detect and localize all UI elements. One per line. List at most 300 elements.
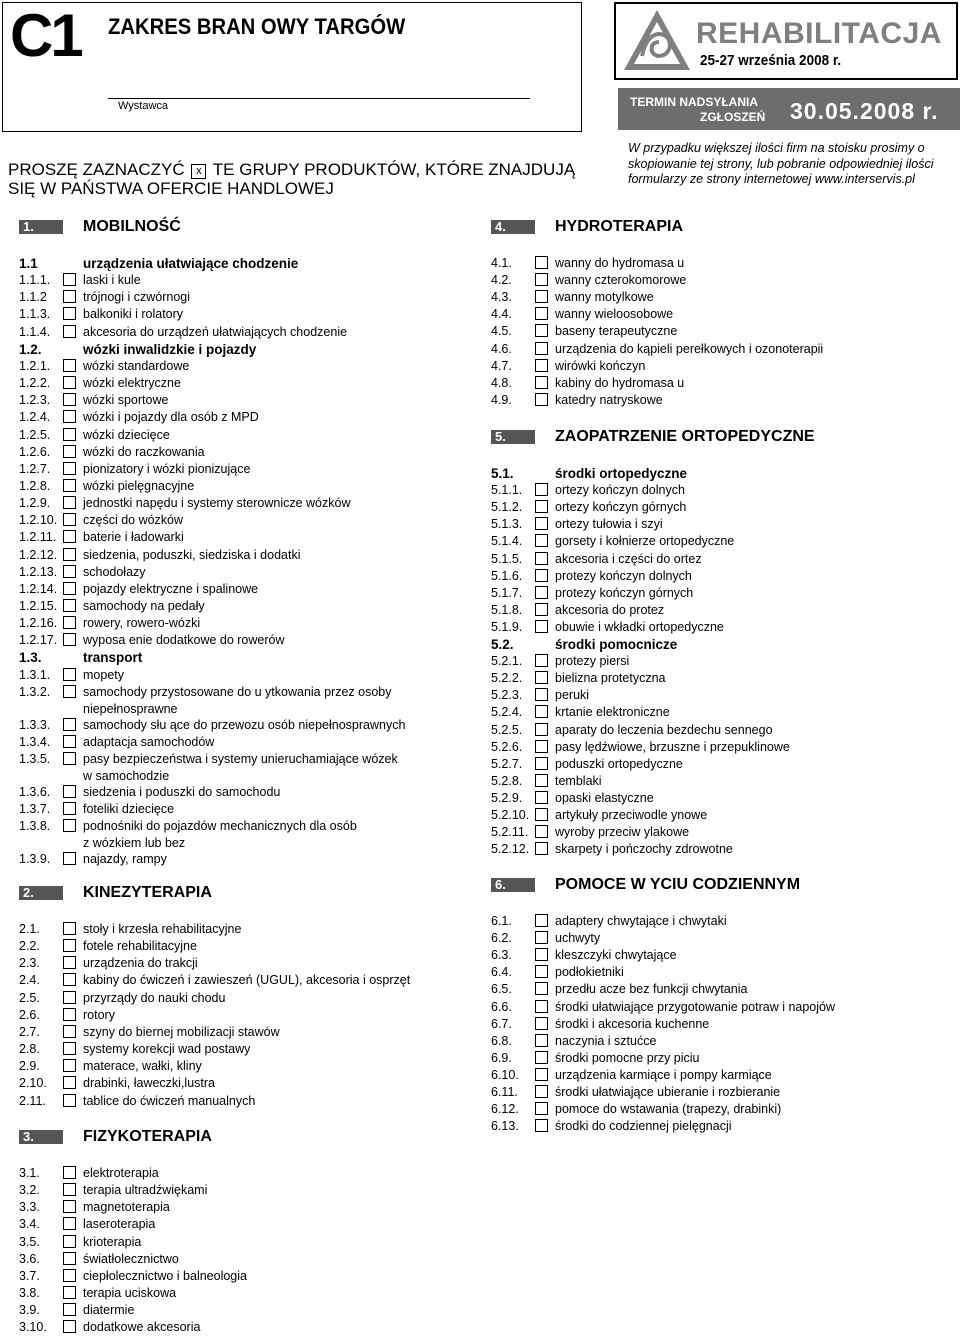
item-number: 5.2.7. [491, 756, 523, 771]
section-title: MOBILNOŚĆ [83, 218, 181, 235]
item-checkbox[interactable] [63, 1252, 76, 1265]
item-checkbox[interactable] [535, 757, 548, 770]
section-number-box: 1. [19, 220, 63, 234]
item-checkbox[interactable] [535, 273, 548, 286]
item-number: 1.2.7. [19, 461, 51, 476]
item-number: 5.1.1. [491, 483, 523, 498]
product-item[interactable] [19, 581, 459, 598]
item-number: 5.2. [491, 637, 514, 652]
product-item[interactable] [491, 516, 931, 533]
item-checkbox[interactable] [535, 393, 548, 406]
product-item[interactable] [19, 1182, 459, 1199]
item-checkbox[interactable] [535, 1051, 548, 1064]
item-checkbox[interactable] [63, 273, 76, 286]
item-number: 1.2. [19, 341, 42, 357]
item-number: 1.2.1. [19, 358, 51, 373]
item-label: wózki standardowe [83, 358, 190, 373]
item-checkbox[interactable] [535, 534, 548, 547]
item-checkbox[interactable] [535, 705, 548, 718]
form-code: C1 [10, 2, 81, 69]
item-checkbox[interactable] [63, 819, 76, 832]
item-checkbox[interactable] [63, 548, 76, 561]
product-item[interactable] [491, 670, 931, 687]
product-item[interactable] [491, 585, 931, 602]
item-label: katedry natryskowe [555, 392, 663, 407]
item-checkbox[interactable] [63, 325, 76, 338]
item-checkbox[interactable] [535, 342, 548, 355]
item-label: trójnogi i czwórnogi [83, 290, 190, 305]
item-label: tablice do ćwiczeń manualnych [83, 1093, 256, 1108]
item-number: 1.2.12. [19, 547, 58, 562]
product-item[interactable] [19, 667, 459, 684]
product-item[interactable] [19, 529, 459, 546]
product-item[interactable] [491, 807, 931, 824]
item-checkbox[interactable] [63, 785, 76, 798]
item-label: artykuły przeciwodle ynowe [555, 808, 708, 822]
item-checkbox[interactable] [535, 1119, 548, 1132]
item-checkbox[interactable] [63, 479, 76, 492]
item-number: 3.2. [19, 1183, 40, 1198]
deadline-label-line2: ZGŁOSZEŃ [700, 110, 766, 124]
item-number: 2.2. [19, 939, 40, 954]
product-item[interactable] [19, 564, 459, 581]
item-checkbox[interactable] [535, 1034, 548, 1047]
item-checkbox[interactable] [63, 1059, 76, 1072]
product-item[interactable] [19, 272, 459, 289]
item-number: 5.1.9. [491, 619, 523, 634]
product-item[interactable] [491, 358, 931, 375]
product-item[interactable] [19, 990, 459, 1007]
item-checkbox[interactable] [63, 410, 76, 423]
product-item[interactable] [19, 461, 459, 478]
item-number: 1.2.14. [19, 581, 58, 596]
product-item[interactable] [491, 1101, 931, 1118]
item-label: transport [83, 650, 143, 666]
item-number: 1.3. [19, 650, 42, 666]
section-number-box: 2. [19, 886, 63, 900]
item-number: 3.3. [19, 1200, 40, 1215]
item-checkbox[interactable] [63, 1008, 76, 1021]
item-label: baseny terapeutyczne [555, 324, 678, 339]
item-checkbox[interactable] [535, 620, 548, 633]
product-item[interactable] [19, 1041, 459, 1058]
item-number: 1.2.11. [19, 530, 57, 545]
item-checkbox[interactable] [535, 1000, 548, 1013]
product-item[interactable] [19, 478, 459, 495]
product-item[interactable] [19, 324, 459, 341]
item-label: temblaki [555, 773, 602, 788]
product-item[interactable] [19, 1285, 459, 1302]
item-number: 3.9. [19, 1303, 40, 1318]
item-label: elektroterapia [83, 1166, 159, 1180]
item-label: peruki [555, 688, 590, 703]
item-label: terapia ultradźwiękami [83, 1183, 208, 1198]
product-item[interactable] [491, 964, 931, 981]
item-checkbox[interactable] [63, 633, 76, 646]
item-checkbox[interactable] [535, 517, 548, 530]
item-checkbox[interactable] [63, 1166, 76, 1179]
item-checkbox[interactable] [535, 1085, 548, 1098]
product-item[interactable] [491, 289, 931, 306]
item-checkbox[interactable] [535, 808, 548, 821]
item-number: 2.5. [19, 990, 40, 1005]
product-item[interactable] [19, 1165, 459, 1182]
product-item[interactable] [491, 930, 931, 947]
deadline-label-line1: TERMIN NADSYŁANIA [630, 95, 758, 109]
item-checkbox[interactable] [63, 668, 76, 681]
item-checkbox[interactable] [535, 569, 548, 582]
item-checkbox[interactable] [63, 752, 76, 765]
product-item[interactable] [491, 306, 931, 323]
item-label: urządzenia do kąpieli perełkowych i ozonoterapii [555, 341, 824, 356]
item-label: wanny motylkowe [555, 290, 654, 305]
product-item[interactable] [19, 972, 459, 989]
product-item[interactable] [491, 739, 931, 756]
item-checkbox[interactable] [63, 359, 76, 372]
item-number: 5.2.3. [491, 688, 523, 703]
product-item[interactable] [19, 1319, 459, 1336]
product-item[interactable] [19, 306, 459, 323]
item-checkbox[interactable] [63, 685, 76, 698]
item-checkbox[interactable] [535, 290, 548, 303]
item-label: podnośniki do pojazdów mechanicznych dla osób [83, 818, 357, 833]
product-item[interactable] [491, 913, 931, 930]
product-item[interactable] [19, 851, 459, 868]
item-label: kabiny do ćwiczeń i zawieszeń (UGUL), akcesoria i osprzęt [83, 973, 411, 988]
item-checkbox[interactable] [535, 1102, 548, 1115]
item-checkbox[interactable] [63, 565, 76, 578]
item-label: pomoce do wstawania (trapezy, drabinki) [555, 1102, 782, 1117]
item-checkbox[interactable] [63, 376, 76, 389]
product-item[interactable] [491, 1118, 931, 1135]
item-label: protezy kończyn górnych [555, 585, 694, 600]
item-checkbox[interactable] [63, 393, 76, 406]
item-checkbox[interactable] [535, 914, 548, 927]
item-number: 5.2.12. [491, 842, 530, 857]
item-label: kabiny do hydromasa u [555, 375, 685, 390]
product-item[interactable] [19, 684, 459, 701]
item-label: mopety [83, 667, 124, 682]
product-item[interactable] [491, 1067, 931, 1084]
item-checkbox[interactable] [63, 513, 76, 526]
item-label: ortezy kończyn górnych [555, 500, 687, 515]
item-checkbox[interactable] [63, 599, 76, 612]
product-item[interactable] [19, 547, 459, 564]
item-checkbox[interactable] [535, 552, 548, 565]
item-checkbox[interactable] [535, 931, 548, 944]
item-label: samochody przystosowane do u ytkowania przez osoby [83, 684, 392, 699]
product-item[interactable] [19, 1216, 459, 1233]
product-item[interactable] [19, 392, 459, 409]
item-checkbox[interactable] [63, 290, 76, 303]
item-checkbox[interactable] [63, 802, 76, 815]
item-label: części do wózków [83, 513, 184, 528]
item-checkbox[interactable] [63, 1269, 76, 1282]
item-number: 1.3.6. [19, 784, 51, 799]
product-item[interactable] [491, 1050, 931, 1067]
item-checkbox[interactable] [535, 948, 548, 961]
product-item[interactable] [491, 255, 931, 272]
product-item[interactable] [491, 323, 931, 340]
product-item[interactable] [19, 495, 459, 512]
product-item[interactable] [19, 818, 459, 835]
product-item[interactable] [19, 512, 459, 529]
product-item[interactable] [491, 653, 931, 670]
item-label: urządzenia karmiące i pompy karmiące [555, 1067, 772, 1082]
product-item[interactable] [19, 444, 459, 461]
product-item[interactable] [491, 602, 931, 619]
product-item[interactable] [19, 784, 459, 801]
item-checkbox[interactable] [535, 376, 548, 389]
item-checkbox[interactable] [63, 1303, 76, 1316]
product-item[interactable] [19, 409, 459, 426]
item-label-continuation: z wózkiem lub bez [83, 836, 186, 851]
item-checkbox[interactable] [63, 428, 76, 441]
item-number: 1.1.3. [19, 307, 51, 322]
product-item[interactable] [491, 1033, 931, 1050]
item-label: systemy korekcji wad postawy [83, 1042, 251, 1057]
item-number: 4.1. [491, 256, 512, 270]
product-item[interactable] [19, 801, 459, 818]
item-checkbox[interactable] [535, 359, 548, 372]
product-item[interactable] [491, 722, 931, 739]
section-title: KINEZYTERAPIA [83, 884, 212, 901]
item-checkbox[interactable] [63, 922, 76, 935]
product-item[interactable] [19, 1093, 459, 1110]
item-checkbox[interactable] [535, 500, 548, 513]
product-item[interactable] [19, 615, 459, 632]
product-item[interactable] [491, 341, 931, 358]
item-checkbox[interactable] [535, 723, 548, 736]
product-item[interactable] [19, 375, 459, 392]
section-number-box: 6. [491, 878, 535, 892]
item-label: wirówki kończyn [555, 358, 646, 373]
item-number: 3.7. [19, 1268, 40, 1283]
item-checkbox[interactable] [63, 939, 76, 952]
item-label: wózki elektryczne [83, 376, 181, 391]
item-number: 1.2.17. [19, 633, 58, 648]
product-item[interactable] [491, 533, 931, 550]
item-number: 2.1. [19, 922, 40, 936]
item-label: drabinki, ławeczki,lustra [83, 1076, 215, 1091]
item-checkbox[interactable] [63, 445, 76, 458]
item-label: siedzenia, poduszki, siedziska i dodatki [83, 547, 301, 562]
item-checkbox[interactable] [535, 483, 548, 496]
item-number: 1.2.15. [19, 599, 58, 613]
product-item[interactable] [19, 427, 459, 444]
item-checkbox[interactable] [63, 1200, 76, 1213]
item-checkbox[interactable] [535, 982, 548, 995]
item-label: stoły i krzesła rehabilitacyjne [83, 922, 242, 936]
item-checkbox[interactable] [63, 718, 76, 731]
item-label: środki pomocne przy piciu [555, 1050, 700, 1065]
item-checkbox[interactable] [535, 774, 548, 787]
item-number: 6.11. [491, 1085, 518, 1099]
product-item[interactable] [491, 392, 931, 409]
product-item[interactable] [19, 938, 459, 955]
item-number: 5.2.10. [491, 808, 530, 822]
item-checkbox[interactable] [63, 1320, 76, 1333]
product-item[interactable] [19, 734, 459, 751]
instruction-part2: TE GRUPY PRODUKTÓW, KTÓRE ZNAJDUJĄ [212, 160, 576, 179]
item-checkbox[interactable] [535, 586, 548, 599]
item-number: 6.9. [491, 1050, 512, 1065]
deadline-date: 30.05.2008 r. [790, 98, 939, 124]
item-checkbox[interactable] [535, 791, 548, 804]
item-number: 3.8. [19, 1286, 40, 1301]
item-checkbox[interactable] [63, 1042, 76, 1055]
item-number: 1.2.5. [19, 427, 51, 442]
item-checkbox[interactable] [63, 582, 76, 595]
product-item[interactable] [491, 482, 931, 499]
item-checkbox[interactable] [63, 616, 76, 629]
item-checkbox[interactable] [535, 1068, 548, 1081]
product-item[interactable] [19, 921, 459, 938]
item-label: pasy bezpieczeństwa i systemy unieruchamiające wózek [83, 751, 398, 766]
item-label: materace, wałki, kliny [83, 1059, 202, 1074]
item-label: adaptacja samochodów [83, 734, 215, 749]
product-item[interactable] [491, 756, 931, 773]
item-number: 6.13. [491, 1119, 519, 1134]
item-checkbox[interactable] [535, 825, 548, 838]
product-item[interactable] [491, 1084, 931, 1101]
product-item[interactable] [491, 499, 931, 516]
product-item[interactable] [19, 955, 459, 972]
rehabilitacja-logo-icon [622, 8, 692, 74]
item-checkbox[interactable] [535, 654, 548, 667]
product-item[interactable] [19, 1251, 459, 1268]
instruction-part1: PROSZĘ ZAZNACZYĆ [8, 160, 185, 179]
product-item[interactable] [19, 1268, 459, 1285]
product-item[interactable] [19, 1007, 459, 1024]
item-number: 5.1. [491, 466, 514, 481]
item-number: 4.3. [491, 290, 512, 305]
product-item[interactable] [19, 632, 459, 649]
product-item[interactable] [491, 375, 931, 392]
multi-company-note: W przypadku większej ilości firm na stoisku prosimy o skopiowanie tej strony, lub pobranie odpowiedniej ilości formularzy ze strony internetowej www.interservis.pl [628, 141, 934, 186]
item-checkbox[interactable] [535, 1017, 548, 1030]
item-checkbox[interactable] [535, 603, 548, 616]
product-item[interactable] [491, 272, 931, 289]
item-label: światłolecznictwo [83, 1251, 179, 1266]
item-number: 6.2. [491, 931, 512, 946]
item-checkbox[interactable] [63, 991, 76, 1004]
item-label: aparaty do leczenia bezdechu sennego [555, 722, 773, 737]
product-item[interactable] [491, 790, 931, 807]
product-item[interactable] [491, 551, 931, 568]
product-item[interactable] [19, 358, 459, 375]
item-label: schodołazy [83, 564, 146, 579]
item-checkbox[interactable] [63, 1076, 76, 1089]
example-checkbox: x [191, 164, 206, 179]
item-checkbox[interactable] [63, 1025, 76, 1038]
product-item[interactable] [491, 824, 931, 841]
item-checkbox[interactable] [63, 1183, 76, 1196]
product-item[interactable] [19, 1058, 459, 1075]
item-label: wózki pielęgnacyjne [83, 478, 195, 493]
product-item[interactable] [491, 773, 931, 790]
item-checkbox[interactable] [535, 842, 548, 855]
item-checkbox[interactable] [63, 530, 76, 543]
item-label: protezy kończyn dolnych [555, 568, 692, 583]
item-label: krioterapia [83, 1234, 142, 1249]
item-checkbox[interactable] [63, 735, 76, 748]
item-checkbox[interactable] [63, 462, 76, 475]
item-checkbox[interactable] [535, 671, 548, 684]
item-label: foteliki dziecięce [83, 801, 175, 816]
item-number: 4.5. [491, 324, 512, 339]
product-item[interactable] [491, 704, 931, 721]
product-item[interactable] [19, 1075, 459, 1092]
item-checkbox[interactable] [63, 1094, 76, 1107]
product-item[interactable] [491, 1016, 931, 1033]
item-checkbox[interactable] [63, 1235, 76, 1248]
product-item[interactable] [19, 289, 459, 306]
item-checkbox[interactable] [535, 324, 548, 337]
item-number: 6.4. [491, 965, 512, 980]
subgroup-heading [491, 636, 931, 653]
item-checkbox[interactable] [535, 965, 548, 978]
product-item[interactable] [19, 1302, 459, 1319]
product-item[interactable] [491, 619, 931, 636]
item-label: środki ułatwiające ubieranie i rozbieranie [555, 1085, 781, 1099]
product-item[interactable] [491, 841, 931, 858]
item-checkbox[interactable] [535, 256, 548, 269]
section-title: POMOCE W YCIU CODZIENNYM [555, 876, 801, 893]
product-item[interactable] [19, 598, 459, 615]
item-label: wózki dziecięce [83, 427, 170, 442]
item-label: magnetoterapia [83, 1200, 170, 1215]
product-item[interactable] [19, 1234, 459, 1251]
item-label: protezy piersi [555, 654, 630, 669]
exhibitor-field-line[interactable] [108, 98, 530, 99]
item-label: wózki do raczkowania [83, 444, 205, 459]
product-item[interactable] [19, 717, 459, 734]
item-checkbox[interactable] [535, 307, 548, 320]
item-number: 2.10. [19, 1076, 47, 1091]
item-checkbox[interactable] [63, 496, 76, 509]
item-number: 1.3.5. [19, 751, 51, 766]
item-checkbox[interactable] [535, 688, 548, 701]
item-number: 1.2.10. [19, 513, 58, 528]
product-item[interactable] [19, 1024, 459, 1041]
item-checkbox[interactable] [63, 956, 76, 969]
item-number: 4.6. [491, 341, 512, 356]
item-checkbox[interactable] [63, 307, 76, 320]
product-item[interactable] [491, 687, 931, 704]
item-label: wózki inwalidzkie i pojazdy [83, 341, 257, 357]
item-number: 1.2.16. [19, 616, 58, 631]
section-number-box: 3. [19, 1130, 63, 1144]
product-item[interactable] [491, 947, 931, 964]
item-checkbox[interactable] [63, 973, 76, 986]
item-checkbox[interactable] [63, 1286, 76, 1299]
item-number: 1.2.8. [19, 478, 51, 493]
item-number: 5.1.4. [491, 534, 523, 549]
item-number: 3.5. [19, 1234, 40, 1249]
product-item[interactable] [491, 568, 931, 585]
product-item[interactable] [491, 981, 931, 998]
product-item[interactable] [19, 751, 459, 768]
event-name: REHABILITACJA [696, 17, 942, 50]
product-item[interactable] [491, 999, 931, 1016]
product-item[interactable] [19, 1199, 459, 1216]
item-checkbox[interactable] [63, 1217, 76, 1230]
item-checkbox[interactable] [63, 852, 76, 865]
item-checkbox[interactable] [535, 740, 548, 753]
item-label: podłokietniki [555, 965, 624, 980]
instruction-text [8, 160, 598, 198]
